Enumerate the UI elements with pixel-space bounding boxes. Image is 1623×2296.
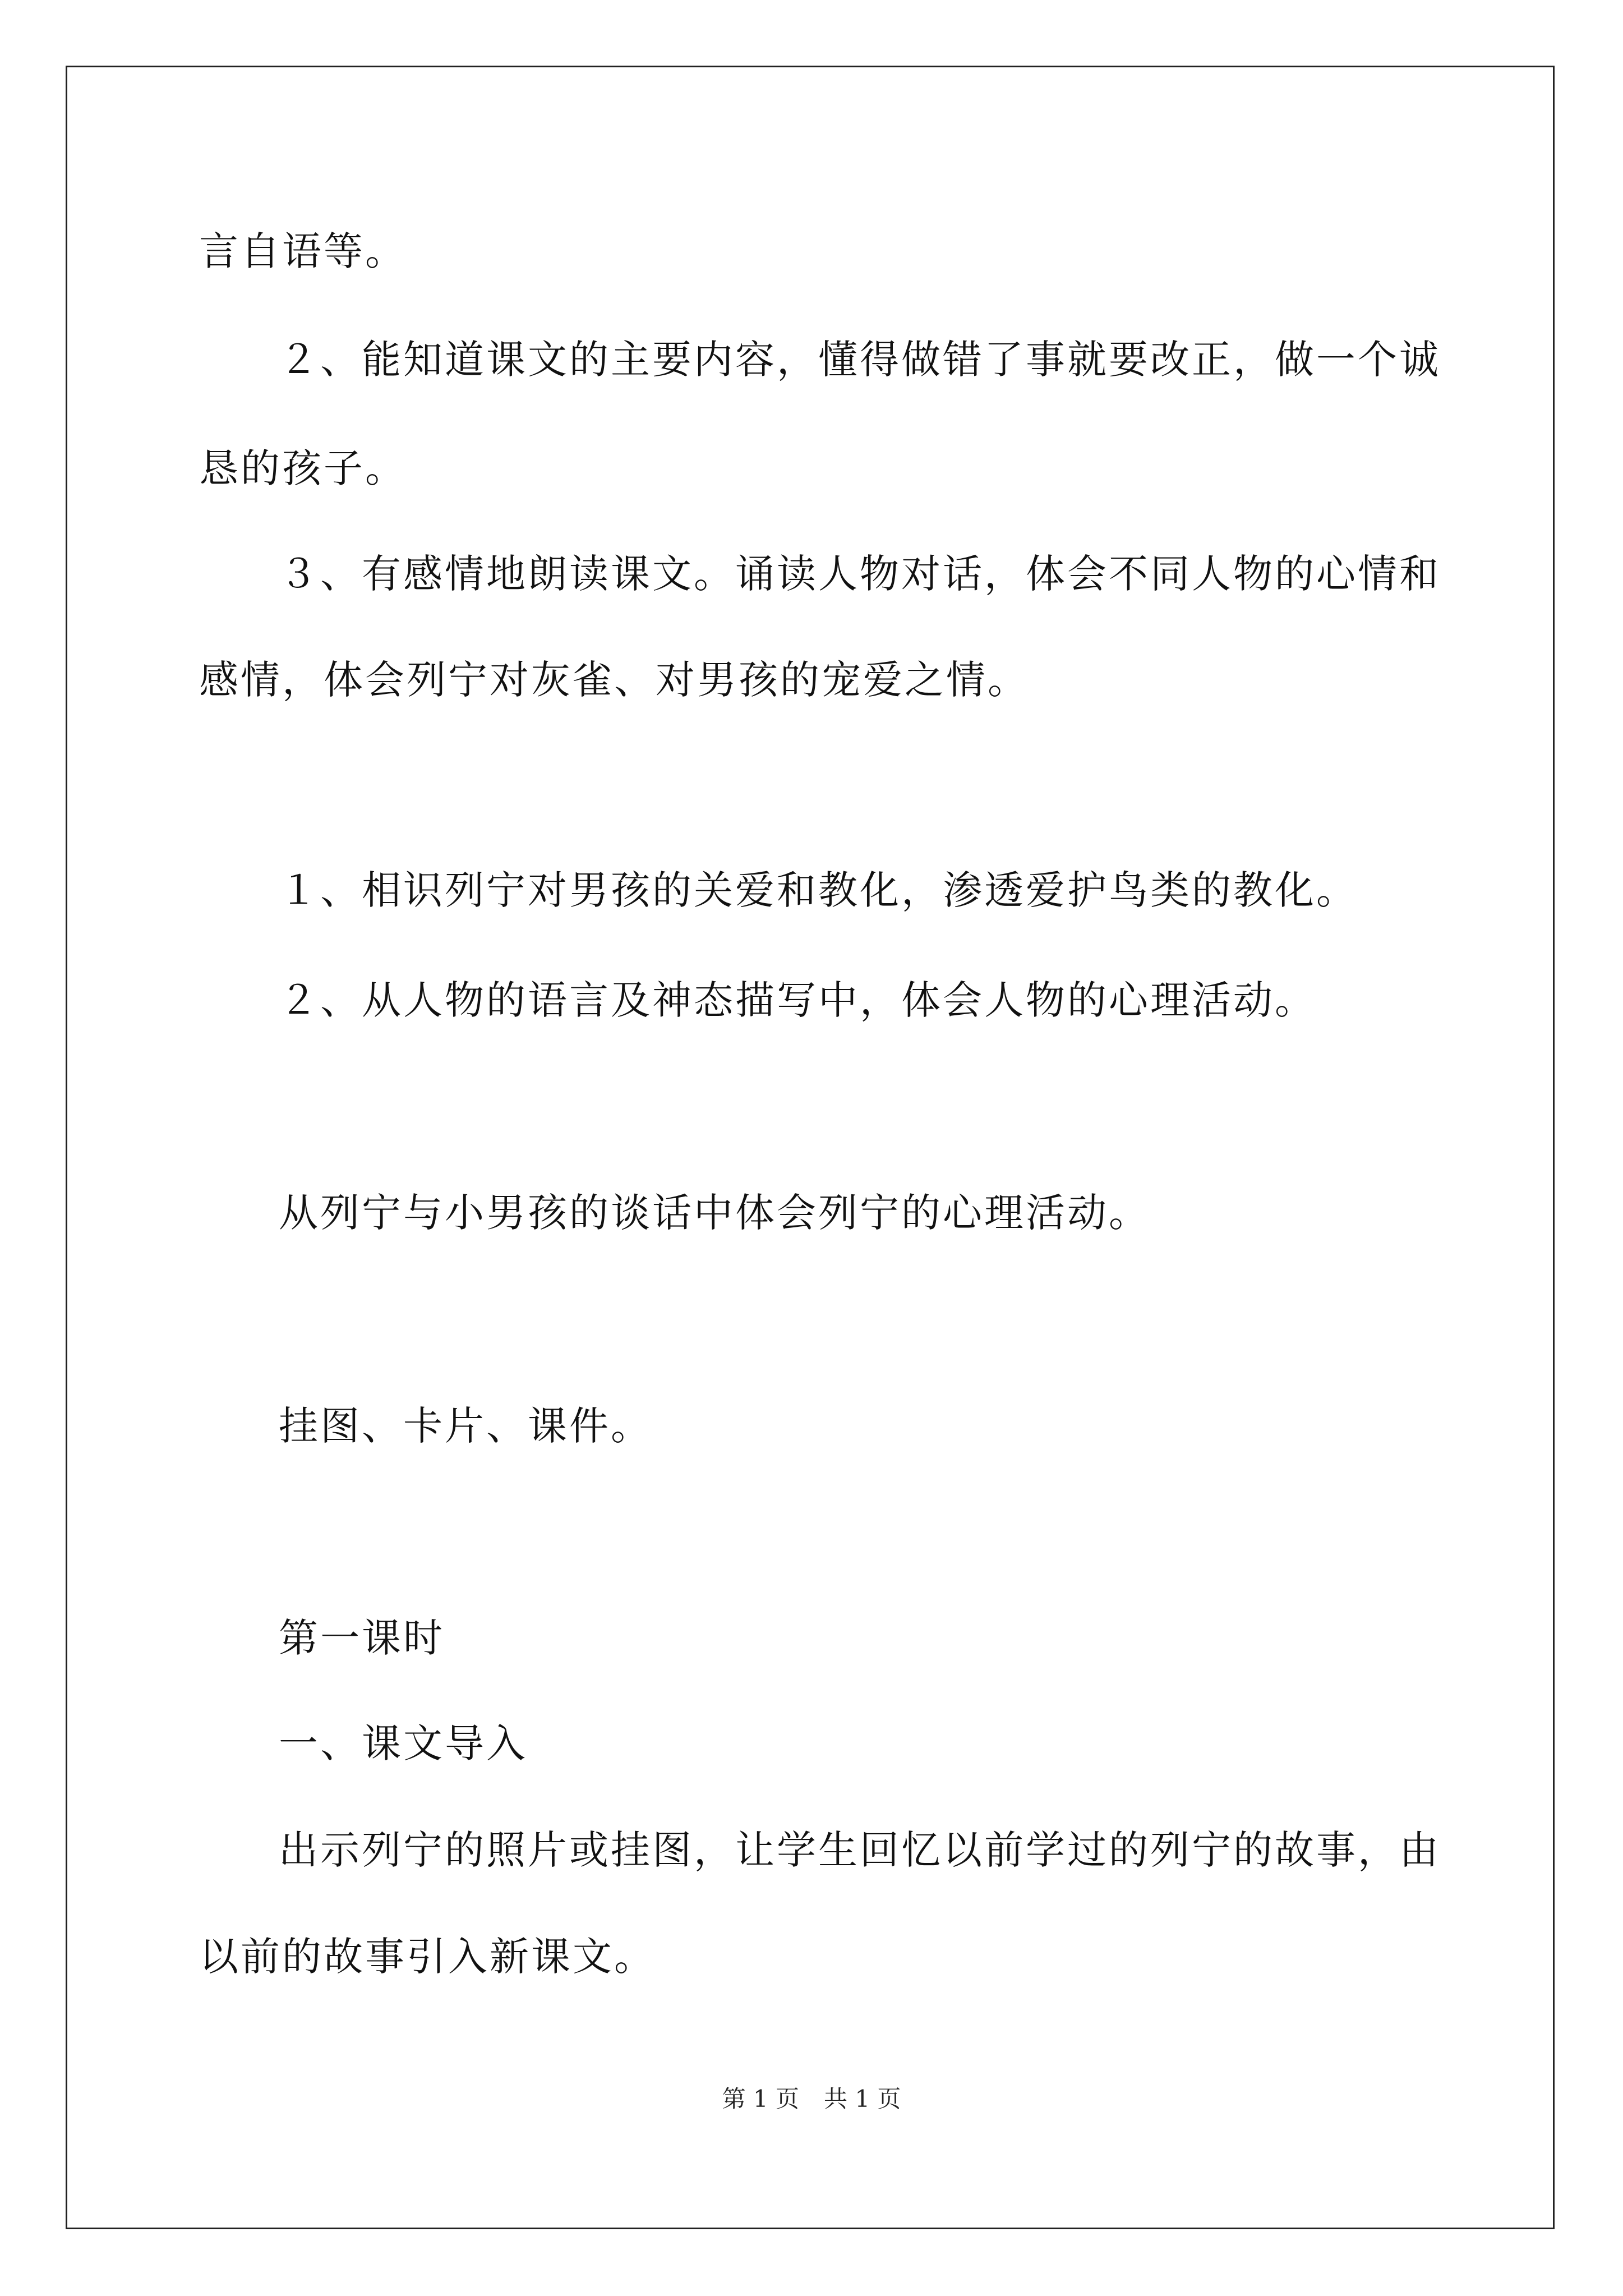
paragraph-line: 恳的孩子。	[199, 445, 407, 491]
paragraph-line: 挂图、卡片、课件。	[279, 1403, 652, 1449]
section-heading: 第一课时	[279, 1615, 445, 1661]
paragraph-line: 感情，体会列宁对灰雀、对男孩的宠爱之情。	[199, 657, 1029, 703]
section-heading: 一、课文导入	[279, 1720, 528, 1766]
paragraph-line: 以前的故事引入新课文。	[199, 1934, 656, 1980]
paragraph-line: １、相识列宁对男孩的关爱和教化，渗透爱护鸟类的教化。	[279, 867, 1358, 913]
paragraph-line: 从列宁与小男孩的谈话中体会列宁的心理活动。	[279, 1190, 1150, 1236]
paragraph-line: ２、能知道课文的主要内容，懂得做错了事就要改正，做一个诚	[279, 337, 1441, 383]
paragraph-line: 言自语等。	[199, 228, 407, 274]
page-footer	[0, 2082, 1623, 2116]
page-border	[66, 66, 1555, 2229]
paragraph-line: ２、从人物的语言及神态描写中，体会人物的心理活动。	[279, 977, 1316, 1023]
paragraph-line: ３、有感情地朗读课文。诵读人物对话，体会不同人物的心情和	[279, 551, 1441, 597]
page-number: 第 1 页	[722, 2085, 799, 2113]
page-total: 共 1 页	[824, 2085, 901, 2113]
paragraph-line: 出示列宁的照片或挂图，让学生回忆以前学过的列宁的故事，由	[279, 1827, 1441, 1873]
